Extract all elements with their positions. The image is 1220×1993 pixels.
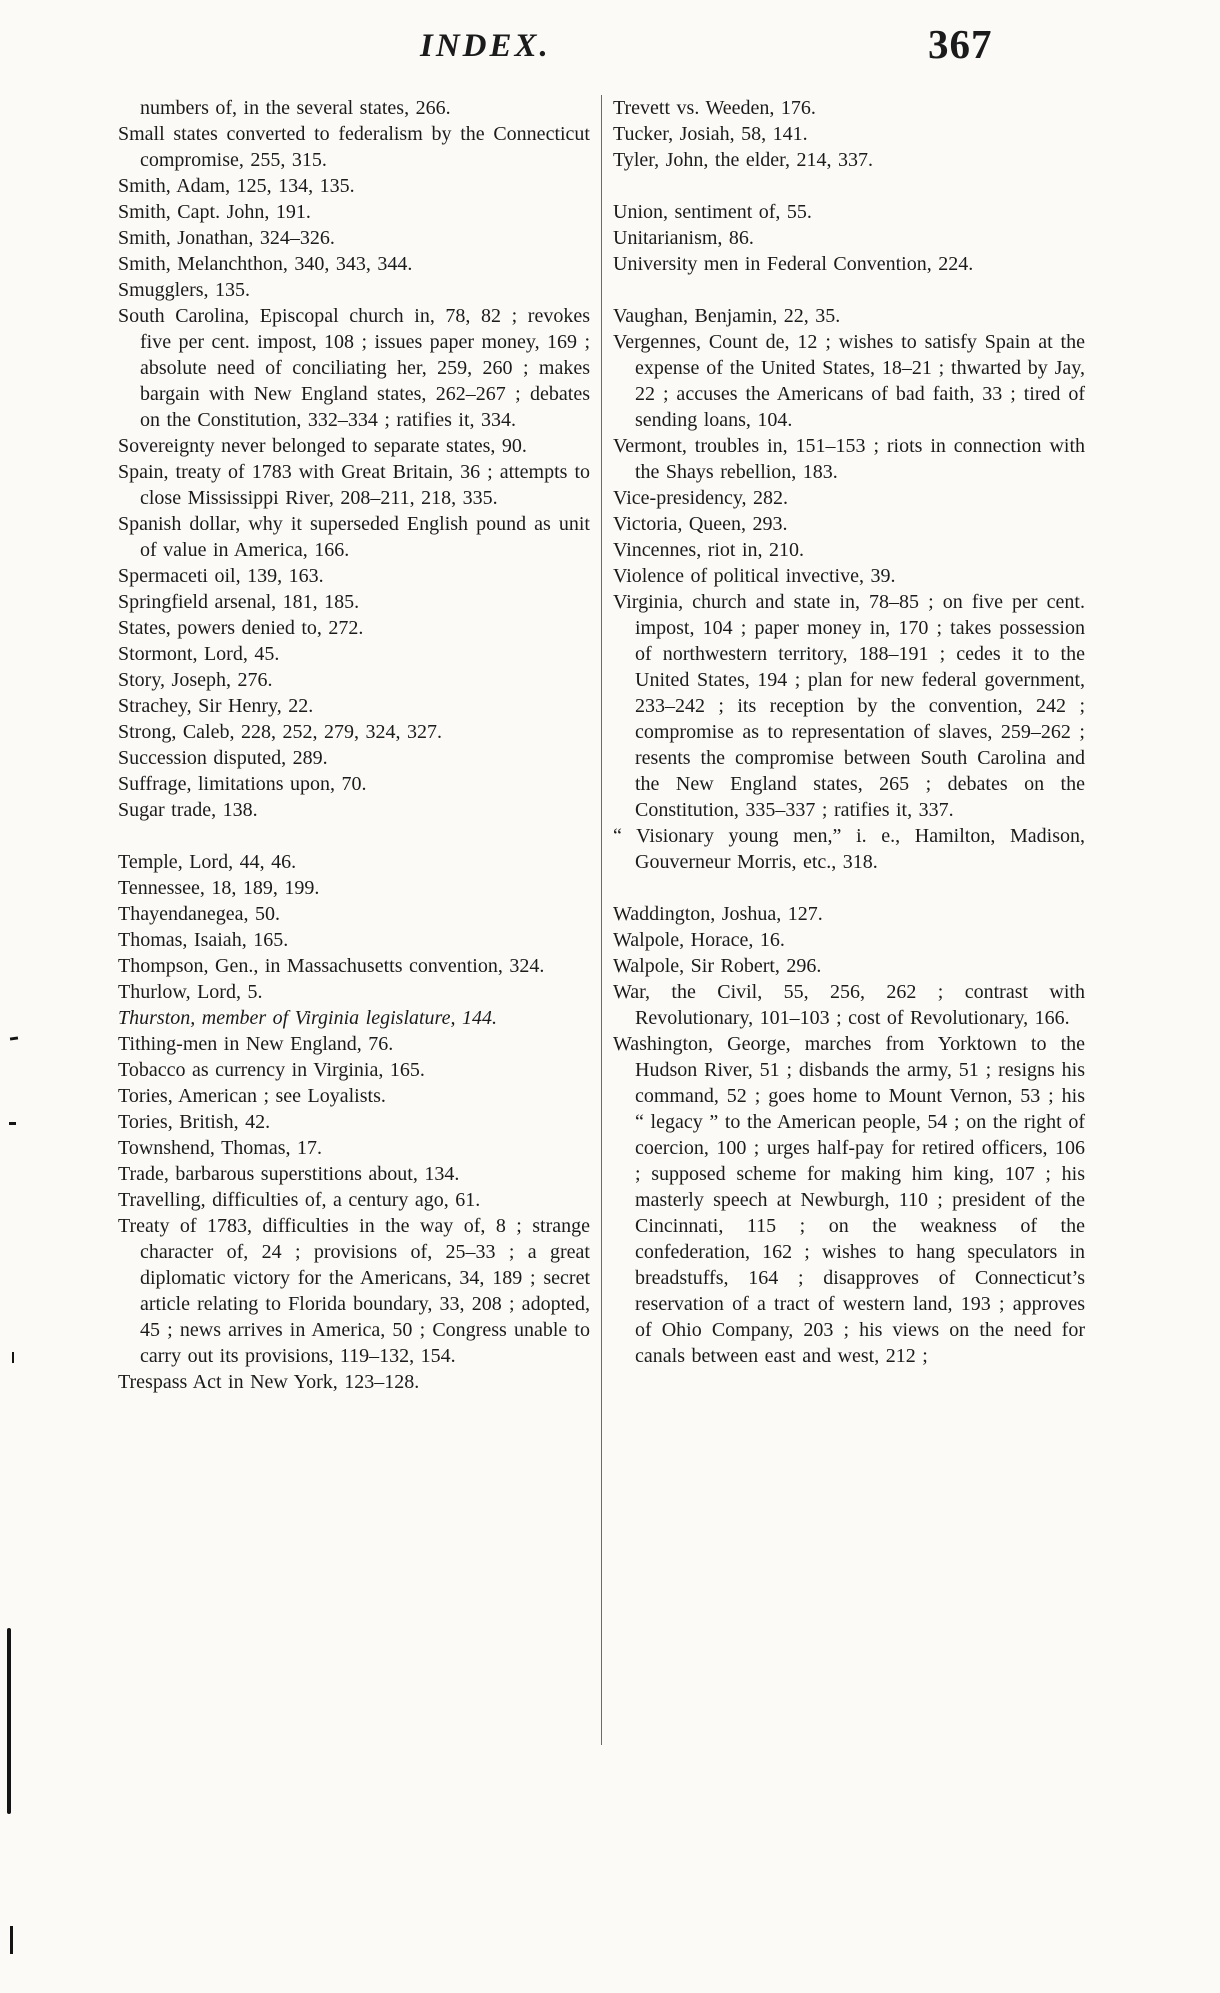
- index-entry: Spain, treaty of 1783 with Great Britain, 36 ; attempts to close Mississippi River, 208–211, 218, 335.: [118, 461, 590, 509]
- index-entry: Strachey, Sir Henry, 22.: [118, 695, 314, 717]
- scan-artifact: [10, 1036, 18, 1040]
- index-entry: Smugglers, 135.: [118, 279, 251, 301]
- index-entry: Springfield arsenal, 181, 185.: [118, 591, 360, 613]
- index-entry: Walpole, Horace, 16.: [613, 929, 785, 951]
- index-entry: Townshend, Thomas, 17.: [118, 1137, 322, 1159]
- index-entry: Trade, barbarous superstitions about, 134.: [118, 1163, 460, 1185]
- index-entry: Spermaceti oil, 139, 163.: [118, 565, 324, 587]
- index-entry: Spanish dollar, why it superseded English pound as unit of value in America, 166.: [118, 513, 590, 561]
- index-column-right: [613, 95, 1085, 1369]
- index-entry: Union, sentiment of, 55.: [613, 201, 812, 223]
- index-entry: Small states converted to federalism by the Connecticut compromise, 255, 315.: [118, 123, 590, 171]
- column-divider: [601, 95, 602, 1745]
- index-columns: [118, 95, 1086, 1745]
- index-entry: Tories, British, 42.: [118, 1111, 271, 1133]
- index-entry: Waddington, Joshua, 127.: [613, 903, 823, 925]
- index-entry: Stormont, Lord, 45.: [118, 643, 280, 665]
- index-entry: Smith, Jonathan, 324–326.: [118, 227, 335, 249]
- index-entry: Vice-presidency, 282.: [613, 487, 789, 509]
- index-entry: Strong, Caleb, 228, 252, 279, 324, 327.: [118, 721, 442, 743]
- index-entry: Temple, Lord, 44, 46.: [118, 851, 297, 873]
- index-entry: Treaty of 1783, difficulties in the way of, 8 ; strange character of, 24 ; provisions of, 25–33 ; a great diplomatic victory for the Americans, 34, 189 ; secret article relating to Florida boundary, 33, 208 ; adopted, 45 ; news arrives in America, 50 ; Congress unable to carry out its provisions, 119–132, 154.: [118, 1215, 590, 1367]
- index-entry: Vergennes, Count de, 12 ; wishes to satisfy Spain at the expense of the United States, 18–21 ; thwarted by Jay, 22 ; accuses the Americans of bad faith, 33 ; tired of sending loans, 104.: [613, 331, 1085, 431]
- index-entry: Thayendanegea, 50.: [118, 903, 280, 925]
- index-entry: Vincennes, riot in, 210.: [613, 539, 805, 561]
- index-entry: Suffrage, limitations upon, 70.: [118, 773, 367, 795]
- index-column-left: [118, 95, 590, 1395]
- running-head: [0, 0, 1220, 90]
- index-entry: Violence of political invective, 39.: [613, 565, 896, 587]
- index-entry: Sugar trade, 138.: [118, 799, 258, 821]
- index-entry: Virginia, church and state in, 78–85 ; on five per cent. impost, 104 ; paper money in, 170 ; takes possession of northwestern territory, 188–191 ; cedes it to the United States, 194 ; plan for new federal government, 233–242 ; its reception by the convention, 242 ; compromise as to representation of slaves, 259–262 ; resents the compromise between South Carolina and the New England states, 265 ; debates on the Constitution, 335–337 ; ratifies it, 337.: [613, 591, 1085, 821]
- page-number: 367: [928, 21, 993, 67]
- index-entry: Tucker, Josiah, 58, 141.: [613, 123, 808, 145]
- index-entry: Thompson, Gen., in Massachusetts convention, 324.: [118, 955, 545, 977]
- index-entry: Trevett vs. Weeden, 176.: [613, 97, 816, 119]
- index-entry: Succession disputed, 289.: [118, 747, 328, 769]
- index-entry: Thomas, Isaiah, 165.: [118, 929, 289, 951]
- index-entry: Smith, Adam, 125, 134, 135.: [118, 175, 355, 197]
- index-entry: South Carolina, Episcopal church in, 78, 82 ; revokes five per cent. impost, 108 ; issues paper money, 169 ; absolute need of conciliating her, 259, 260 ; makes bargain with New England states, 262–267 ; debates on the Constitution, 332–334 ; ratifies it, 334.: [118, 305, 590, 431]
- scan-artifact: [10, 1926, 13, 1954]
- index-entry: “ Visionary young men,” i. e., Hamilton, Madison, Gouverneur Morris, etc., 318.: [613, 825, 1085, 873]
- index-entry: numbers of, in the several states, 266.: [140, 97, 451, 119]
- index-entry: Tyler, John, the elder, 214, 337.: [613, 149, 873, 171]
- index-entry: Vermont, troubles in, 151–153 ; riots in connection with the Shays rebellion, 183.: [613, 435, 1085, 483]
- index-entry: Tithing-men in New England, 76.: [118, 1033, 394, 1055]
- index-entry: Vaughan, Benjamin, 22, 35.: [613, 305, 841, 327]
- index-entry: Smith, Capt. John, 191.: [118, 201, 311, 223]
- scan-artifact: [12, 1352, 14, 1363]
- index-entry: Victoria, Queen, 293.: [613, 513, 788, 535]
- index-entry: Unitarianism, 86.: [613, 227, 754, 249]
- index-entry: Thurston, member of Virginia legislature, 144.: [118, 1007, 497, 1029]
- index-entry: Travelling, difficulties of, a century ago, 61.: [118, 1189, 481, 1211]
- index-entry: Smith, Melanchthon, 340, 343, 344.: [118, 253, 413, 275]
- index-entry: Tennessee, 18, 189, 199.: [118, 877, 320, 899]
- index-entry: University men in Federal Convention, 224.: [613, 253, 974, 275]
- index-entry: Story, Joseph, 276.: [118, 669, 273, 691]
- index-entry: Thurlow, Lord, 5.: [118, 981, 263, 1003]
- page-header-title: INDEX.: [420, 28, 551, 64]
- scan-artifact: [7, 1628, 11, 1814]
- index-entry: Walpole, Sir Robert, 296.: [613, 955, 822, 977]
- index-entry: Sovereignty never belonged to separate states, 90.: [118, 435, 527, 457]
- index-entry: War, the Civil, 55, 256, 262 ; contrast with Revolutionary, 101–103 ; cost of Revolutionary, 166.: [613, 981, 1085, 1029]
- index-entry: Tories, American ; see Loyalists.: [118, 1085, 386, 1107]
- index-entry: Tobacco as currency in Virginia, 165.: [118, 1059, 425, 1081]
- index-entry: States, powers denied to, 272.: [118, 617, 364, 639]
- scan-artifact: [9, 1122, 16, 1125]
- index-entry: Trespass Act in New York, 123–128.: [118, 1371, 420, 1393]
- index-entry: Washington, George, marches from Yorktown to the Hudson River, 51 ; disbands the army, 51 ; resigns his command, 52 ; goes home to Mount Vernon, 53 ; his “ legacy ” to the American people, 54 ; on the right of coercion, 100 ; urges half-pay for retired officers, 106 ; supposed scheme for making him king, 107 ; his masterly speech at Newburgh, 110 ; president of the Cincinnati, 115 ; on the weakness of the confederation, 162 ; wishes to hang speculators in breadstuffs, 164 ; disapproves of Connecticut’s reservation of a tract of western land, 193 ; approves of Ohio Company, 203 ; his views on the need for canals between east and west, 212 ;: [613, 1033, 1085, 1367]
